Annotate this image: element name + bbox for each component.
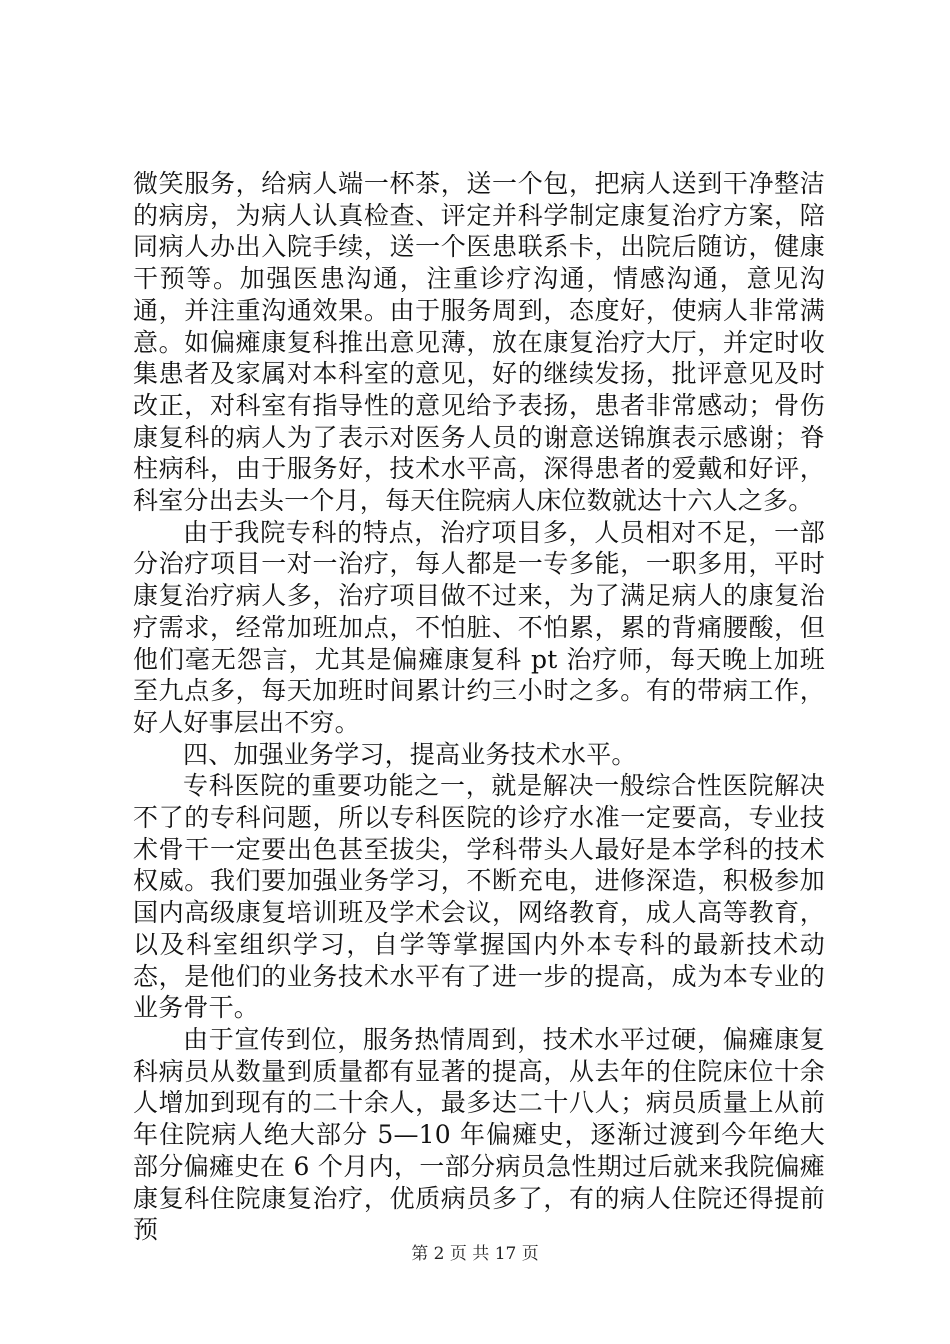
document-body <box>133 168 825 1246</box>
paragraph-continued: 微笑服务，给病人端一杯茶，送一个包，把病人送到干净整洁的病房，为病人认真检查、评定并科学制定康复治疗方案，陪同病人办出入院手续，送一个医患联系卡，出院后随访，健康干预等。加强医患沟通，注重诊疗沟通，情感沟通，意见沟通，并注重沟通效果。由于服务周到，态度好，使病人非常满意。如偏瘫康复科推出意见薄，放在康复治疗大厅，并定时收集患者及家属对本科室的意见，好的继续发扬，批评意见及时改正，对科室有指导性的意见给予表扬，患者非常感动；骨伤康复科的病人为了表示对医务人员的谢意送锦旗表示感谢；脊柱病科，由于服务好，技术水平高，深得患者的爱戴和好评，科室分出去头一个月，每天住院病人床位数就达十六人之多。 <box>133 169 825 516</box>
page-number-footer: 第 2 页 共 17 页 <box>411 1244 539 1264</box>
paragraph: 专科医院的重要功能之一，就是解决一般综合性医院解决不了的专科问题，所以专科医院的诊疗水准一定要高，专业技术骨干一定要出色甚至拔尖，学科带头人最好是本学科的技术权威。我们要加强业务学习，不断充电，进修深造，积极参加国内高级康复培训班及学术会议，网络教育，成人高等教育，以及科室组织学习，自学等掌握国内外本专科的最新技术动态，是他们的业务技术水平有了进一步的提高，成为本专业的业务骨干。 <box>133 771 825 1023</box>
paragraph: 由于宣传到位，服务热情周到，技术水平过硬，偏瘫康复科病员从数量到质量都有显著的提高，从去年的住院床位十余人增加到现有的二十余人，最多达二十八人；病员质量上从前年住院病人绝大部分 5—10 年偏瘫史，逐渐过渡到今年绝大部分偏瘫史在 6 个月内，一部分病员急性期过后就来我院偏瘫康复科住院康复治疗，优质病员多了，有的病人住院还得提前预 <box>133 1024 825 1245</box>
section-heading: 四、加强业务学习，提高业务技术水平。 <box>183 739 637 769</box>
paragraph: 由于我院专科的特点，治疗项目多，人员相对不足，一部分治疗项目一对一治疗，每人都是一专多能，一职多用，平时康复治疗病人多，治疗项目做不过来，为了满足病人的康复治疗需求，经常加班加点，不怕脏、不怕累，累的背痛腰酸，但他们毫无怨言，尤其是偏瘫康复科 pt 治疗师，每天晚上加班至九点多，每天加班时间累计约三小时之多。有的带病工作，好人好事层出不穷。 <box>133 517 825 737</box>
